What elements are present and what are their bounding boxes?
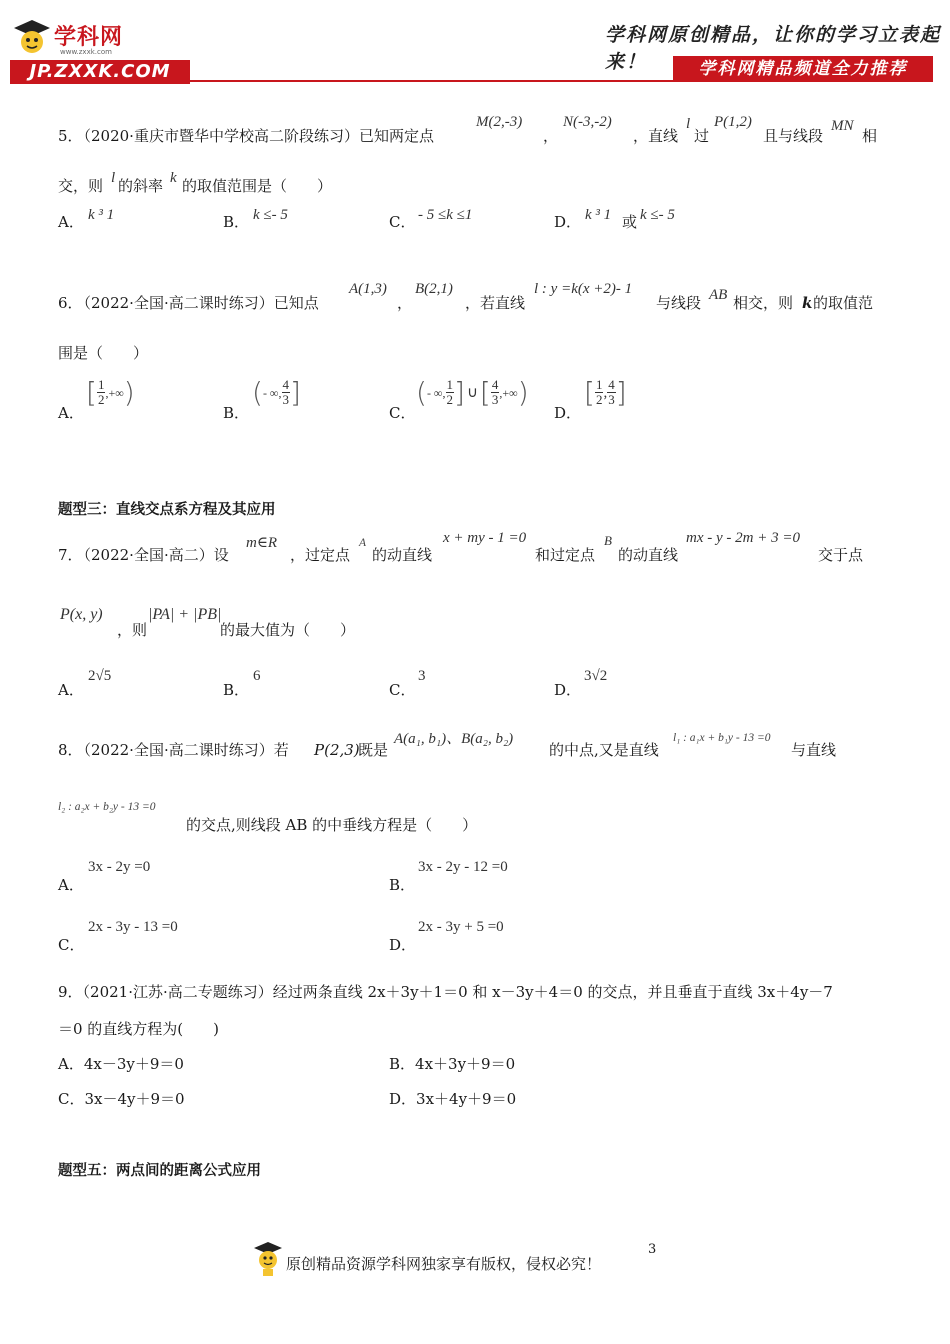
q6-k: k	[802, 294, 813, 312]
option-text: 3x－4y＋9＝0	[84, 1090, 185, 1108]
q5-option-d-math-a: k ³ 1	[585, 207, 612, 223]
frac-den: 3	[491, 392, 499, 407]
page-number: 3	[648, 1242, 657, 1257]
q5-option-b[interactable]: B．	[223, 213, 250, 231]
q7-point-b: B	[604, 533, 612, 548]
header-banner: 学科网精品频道全力推荐	[673, 56, 933, 82]
q6-option-c[interactable]: C．	[389, 404, 416, 422]
frac-num: 4	[282, 377, 289, 392]
q5-option-a-math: k ³ 1	[88, 207, 115, 223]
frac-num: 1	[595, 377, 603, 392]
q5-option-b-math: k ≤- 5	[253, 207, 288, 223]
q6-point-b: B(2,1)	[415, 281, 453, 297]
frac-num: 4	[608, 377, 615, 392]
q8-line-l1: l₁ : a₁x + b₁y - 13 =0	[673, 732, 771, 744]
q6-option-a[interactable]: A．	[58, 404, 84, 422]
q5-l: l	[686, 116, 691, 132]
q5-option-c-math: - 5 ≤k ≤1	[418, 207, 473, 223]
q5-text-line: ，直线	[633, 127, 679, 145]
option-text: 3x＋4y＋9＝0	[416, 1090, 517, 1108]
q8-source: （2022·全国·高二课时练习）若	[76, 741, 289, 759]
q8-option-c[interactable]: C．	[58, 936, 85, 954]
q5-line2-c: 的取值范围是（ ）	[182, 177, 333, 195]
q9-stem-line1: 9．（2021·江苏·高二专题练习）经过两条直线 2x＋3y＋1＝0 和 x－3y＋4＝0 的交点，并且垂直于直线 3x＋4y－7	[58, 983, 833, 1001]
q7-num: 7．	[58, 546, 83, 564]
q6-line2: 围是（ ）	[58, 344, 149, 362]
frac-den: 3	[282, 392, 289, 407]
q5-num: 5．	[58, 127, 83, 145]
union-symbol: ∪	[466, 385, 478, 401]
q6-option-a-math: [ $\frac{1}{2}$ ,+∞)	[86, 376, 135, 409]
q5-line2-b: 的斜率	[118, 177, 164, 195]
q7-m-in-r: m∈R	[246, 535, 278, 551]
q8-num: 8．	[58, 741, 83, 759]
interval-minus-inf: - ∞,	[426, 386, 446, 400]
q8-line-l2: l₂ : a₂x + b₂y - 13 =0	[58, 801, 156, 813]
section-heading-5: 题型五：两点间的距离公式应用	[58, 1163, 261, 1179]
q6-source: （2022·全国·高二课时练习）已知点	[76, 294, 319, 312]
q7-option-d[interactable]: D．	[554, 681, 582, 699]
interval-plus-inf: ,+∞	[105, 386, 124, 400]
q8-option-b[interactable]: B．	[389, 876, 416, 894]
frac-num: 4	[491, 377, 499, 392]
q6-option-b-math: (- ∞, $\frac{4}{3}$ ]	[252, 376, 301, 409]
q6-text-segment: 与线段	[656, 294, 702, 312]
q5-option-d-or: 或	[622, 213, 638, 231]
q6-option-c-math: (- ∞, $\frac{1}{2}$ ] ∪[ $\frac{4}{3}$ ,+∞)	[416, 376, 529, 409]
interval-plus-inf: ,+∞	[499, 386, 518, 400]
q5-text-pass: 过	[694, 127, 710, 145]
interval-comma: ,	[603, 385, 608, 401]
q5-option-c[interactable]: C．	[389, 213, 416, 231]
q5-l2: l	[111, 170, 116, 186]
q7-option-b-math: 6	[253, 668, 261, 684]
q6-option-d[interactable]: D．	[554, 404, 582, 422]
q7-option-a[interactable]: A．	[58, 681, 84, 699]
q7-option-c-math: 3	[418, 668, 426, 684]
q9-option-a[interactable]	[58, 1054, 184, 1074]
q6-text-intersect: 相交，则	[733, 294, 794, 312]
option-text: 4x－3y＋9＝0	[83, 1055, 184, 1073]
q9-option-d[interactable]	[389, 1089, 516, 1109]
q7-point-a: A	[359, 537, 367, 549]
mascot-icon	[252, 1240, 284, 1278]
q8-option-a[interactable]: A．	[58, 876, 84, 894]
frac-den: 2	[595, 392, 603, 407]
q7-line2: mx - y - 2m + 3 =0	[686, 530, 800, 546]
q5-point-m: M(2,-3)	[476, 114, 523, 130]
q5-source: （2020·重庆市暨华中学校高二阶段练习）已知两定点	[76, 127, 434, 145]
q7-expr: |PA| + |PB|	[148, 606, 222, 623]
q9-option-c[interactable]	[58, 1089, 185, 1109]
q6-num: 6．	[58, 294, 83, 312]
q6-text-range: 的取值范	[813, 294, 874, 312]
q5-text-segment: 且与线段	[763, 127, 824, 145]
option-label: B．	[389, 1055, 416, 1073]
q5-mn: MN	[831, 118, 854, 134]
logo-sub: www.zxxk.com	[60, 48, 112, 56]
q6-line-eq: l : y =k(x +2)- 1	[534, 281, 633, 297]
frac-den: 2	[97, 392, 105, 407]
option-label: D．	[389, 1090, 417, 1108]
q6-option-d-math: [ $\frac{1}{2}$ , $\frac{4}{3}$ ]	[584, 376, 627, 409]
q5-option-a[interactable]: A．	[58, 213, 84, 231]
q7-option-d-math: 3√2	[584, 668, 608, 684]
q8-text-2: 的中点,又是直线	[549, 741, 659, 759]
frac-den: 3	[608, 392, 615, 407]
q8-option-c-math: 2x - 3y - 13 =0	[88, 919, 178, 935]
mascot-icon	[10, 18, 50, 58]
q7-option-c[interactable]: C．	[389, 681, 416, 699]
q5-text-xiang: 相	[862, 127, 878, 145]
q7-line1: x + my - 1 =0	[443, 530, 527, 546]
q8-text-4: 的交点,则线段 AB 的中垂线方程是（ ）	[186, 816, 478, 834]
site-logo[interactable]	[10, 18, 192, 88]
section-heading-3: 题型三：直线交点系方程及其应用	[58, 502, 276, 518]
q7-option-b[interactable]: B．	[223, 681, 250, 699]
logo-url: JP.ZXXK.COM	[10, 60, 190, 84]
q7-text-4: 的动直线	[618, 546, 679, 564]
q5-point-p: P(1,2)	[714, 114, 752, 130]
option-text: 4x＋3y＋9＝0	[415, 1055, 516, 1073]
q8-option-d-math: 2x - 3y + 5 =0	[418, 919, 504, 935]
q5-option-d[interactable]: D．	[554, 213, 582, 231]
frac-num: 1	[446, 377, 453, 392]
header-divider	[182, 80, 673, 82]
q6-ab: AB	[709, 287, 728, 303]
q8-text-3: 与直线	[791, 741, 837, 759]
q7-source: （2022·全国·高二）设	[76, 546, 229, 564]
option-label: C．	[58, 1090, 85, 1108]
q5-comma: ，	[543, 127, 559, 145]
q7-text-3: 和过定点	[535, 546, 596, 564]
footer-copyright: 原创精品资源学科网独家享有版权，侵权必究！	[286, 1255, 602, 1273]
interval-minus-inf: - ∞,	[262, 386, 282, 400]
q8-point-p: P(2,3)	[314, 741, 360, 759]
q7-option-a-math: 2√5	[88, 668, 112, 684]
q7-text-2: 的动直线	[372, 546, 433, 564]
q6-text-if: ，若直线	[465, 294, 526, 312]
q5-k: k	[170, 170, 177, 186]
frac-num: 1	[97, 377, 105, 392]
q8-points: A(a₁, b₁)、B(a₂, b₂)	[394, 731, 514, 747]
q7-point-p: P(x, y)	[60, 606, 103, 623]
logo-name: 学科网	[54, 25, 124, 50]
q7-text-7: 的最大值为（ ）	[220, 621, 356, 639]
header-slogan: 学科网原创精品，让你的学习立表起来！	[605, 24, 942, 73]
q7-text-1: ，过定点	[290, 546, 351, 564]
option-label: A．	[58, 1055, 84, 1073]
q9-stem-line2: ＝0 的直线方程为( )	[58, 1020, 220, 1038]
q5-point-n: N(-3,-2)	[563, 114, 612, 130]
q7-text-5: 交于点	[818, 546, 864, 564]
q5-option-d-math-b: k ≤- 5	[640, 207, 675, 223]
q9-option-b[interactable]	[389, 1054, 515, 1074]
q8-option-a-math: 3x - 2y =0	[88, 859, 151, 875]
q6-point-a: A(1,3)	[349, 281, 387, 297]
frac-den: 2	[446, 392, 453, 407]
q7-text-6: ，则	[117, 621, 148, 639]
q8-option-b-math: 3x - 2y - 12 =0	[418, 859, 508, 875]
q6-option-b[interactable]: B．	[223, 404, 250, 422]
q5-line2-a: 交，则	[58, 177, 104, 195]
q8-text-1: 既是	[358, 741, 389, 759]
q6-comma: ，	[397, 294, 413, 312]
q8-option-d[interactable]: D．	[389, 936, 417, 954]
